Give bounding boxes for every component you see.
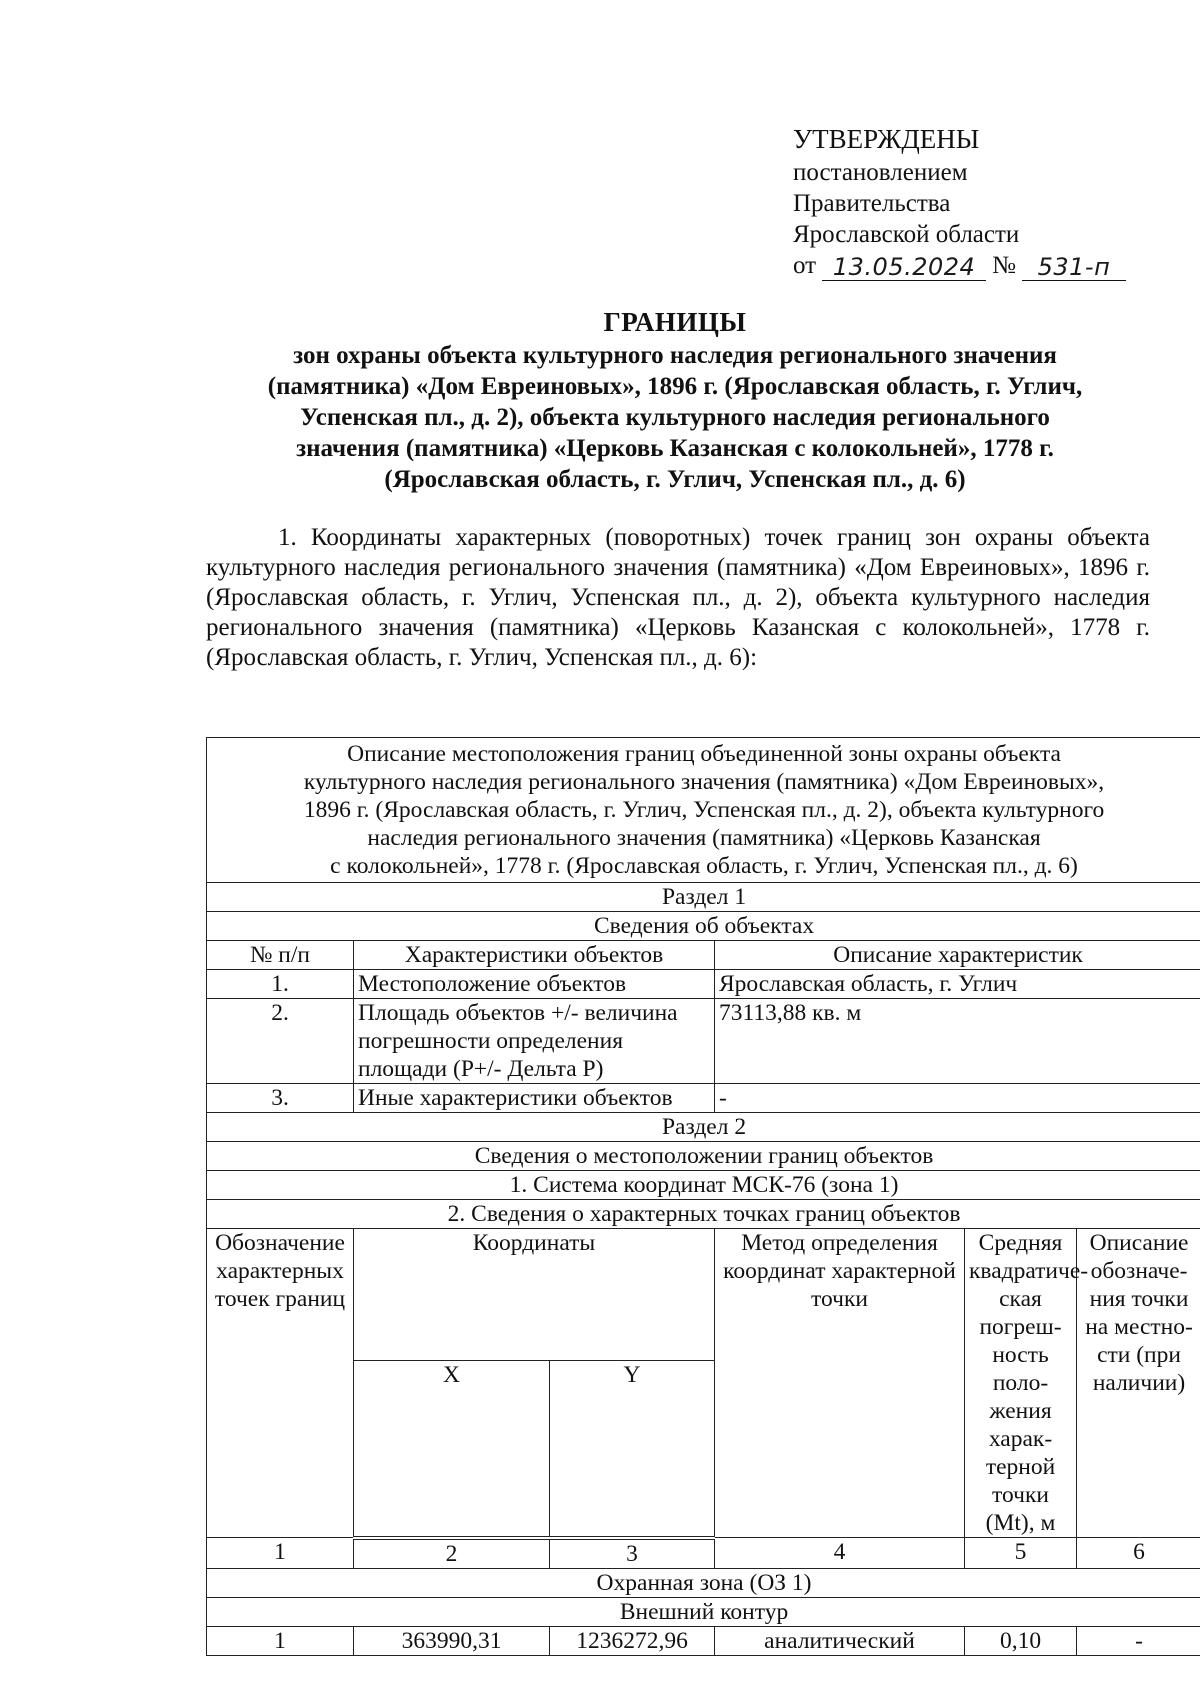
row-number: 3. bbox=[207, 1084, 354, 1113]
table-row bbox=[207, 999, 1200, 1084]
header-point-description: Описание обозначения точки на местности (при наличии) bbox=[1077, 1229, 1200, 1538]
number-label: № bbox=[992, 252, 1016, 279]
col-description-header: Описание характеристик bbox=[715, 941, 1200, 970]
title-line: значения (памятника) «Церковь Казанская с колокольней», 1778 г. bbox=[296, 435, 1054, 462]
approval-date-number bbox=[793, 250, 1173, 281]
column-number: 3 bbox=[550, 1538, 715, 1569]
intro-paragraph: 1. Координаты характерных (поворотных) точек границ зон охраны объекта культурного наследия регионального значения (памятника) «Дом Евреиновых», 1896 г. (Ярославская область, г. Углич, Успенская пл., д. 2), объекта культурного наследия регионального значения (памятника) «Церковь Казанская с колокольней», 1778 г. (Ярославская область, г. Углич, Успенская пл., д. 6): bbox=[206, 524, 1150, 671]
point-x: 363990,31 bbox=[354, 1626, 550, 1655]
title-line: (памятника) «Дом Евреиновых», 1896 г. (Ярославская область, г. Углич, bbox=[267, 373, 1083, 400]
title-line: зон охраны объекта культурного наследия регионального значения bbox=[293, 342, 1057, 369]
section-2-title: Сведения о местоположении границ объектов bbox=[207, 1142, 1200, 1171]
title-main: ГРАНИЦЫ bbox=[603, 307, 747, 337]
point-id: 1 bbox=[207, 1626, 354, 1655]
header-x: X bbox=[354, 1360, 550, 1538]
section-1-label: Раздел 1 bbox=[207, 883, 1200, 912]
approval-heading: УТВЕРЖДЕНЫ bbox=[793, 124, 980, 154]
row-number: 1. bbox=[207, 970, 354, 999]
title-line: Успенская пл., д. 2), объекта культурного наследия регионального bbox=[300, 404, 1050, 431]
coordinate-system: 1. Система координат МСК-76 (зона 1) bbox=[207, 1171, 1200, 1200]
document-title bbox=[200, 307, 1150, 495]
header-method: Метод определения координат характерной точки bbox=[715, 1229, 965, 1538]
col-characteristics-header: Характеристики объектов bbox=[354, 941, 715, 970]
row-characteristic: Местоположение объектов bbox=[354, 970, 715, 999]
boundaries-table bbox=[206, 737, 1200, 1656]
row-description: - bbox=[715, 1084, 1200, 1113]
point-method: аналитический bbox=[715, 1626, 965, 1655]
column-number: 1 bbox=[207, 1538, 354, 1569]
approval-line: постановлением bbox=[793, 159, 968, 186]
zone-title: Охранная зона (ОЗ 1) bbox=[207, 1568, 1200, 1597]
header-coordinates: Координаты bbox=[354, 1229, 715, 1361]
from-label: от bbox=[793, 252, 817, 279]
point-y: 1236272,96 bbox=[550, 1626, 715, 1655]
points-title: 2. Сведения о характерных точках границ объектов bbox=[207, 1200, 1200, 1229]
handwritten-number: 531-п bbox=[1022, 254, 1126, 281]
point-error: 0,10 bbox=[965, 1626, 1077, 1655]
handwritten-date: 13.05.2024 bbox=[822, 254, 986, 281]
col-number-header: № п/п bbox=[207, 941, 354, 970]
approval-line: Правительства bbox=[793, 190, 951, 217]
column-number: 2 bbox=[354, 1538, 550, 1569]
row-characteristic: Иные характеристики объектов bbox=[354, 1084, 715, 1113]
column-number: 5 bbox=[965, 1538, 1077, 1569]
row-number: 2. bbox=[207, 999, 354, 1084]
title-line: (Ярославская область, г. Углич, Успенская пл., д. 6) bbox=[384, 466, 966, 493]
approval-line: Ярославской области bbox=[793, 221, 1020, 248]
column-number: 6 bbox=[1077, 1538, 1200, 1569]
header-point: Обозначение характерных точек границ bbox=[207, 1229, 354, 1538]
approval-block bbox=[793, 124, 1173, 281]
section-1-title: Сведения об объектах bbox=[207, 912, 1200, 941]
header-error: Средняя квадратическая погрешность положения характерной точки (Mt), м bbox=[965, 1229, 1077, 1538]
table-row bbox=[207, 1626, 1200, 1655]
header-y: Y bbox=[550, 1360, 715, 1538]
contour-title: Внешний контур bbox=[207, 1597, 1200, 1626]
zone-description: Описание местоположения границ объединенной зоны охраны объекта культурного наследия регионального значения (памятника) «Дом Евреиновых», 1896 г. (Ярославская область, г. Углич, Успенская пл., д. 2), объекта культурного наследия регионального значения (памятника) «Церковь Казанская с колокольней», 1778 г. (Ярославская область, г. Углич, Успенская пл., д. 6) bbox=[207, 738, 1200, 883]
table-row bbox=[207, 1084, 1200, 1113]
row-characteristic: Площадь объектов +/- величина погрешности определения площади (Р+/- Дельта Р) bbox=[354, 999, 715, 1084]
section-2-label: Раздел 2 bbox=[207, 1113, 1200, 1142]
point-description: - bbox=[1077, 1626, 1200, 1655]
row-description: Ярославская область, г. Углич bbox=[715, 970, 1200, 999]
column-number: 4 bbox=[715, 1538, 965, 1569]
row-description: 73113,88 кв. м bbox=[715, 999, 1200, 1084]
table-row bbox=[207, 970, 1200, 999]
